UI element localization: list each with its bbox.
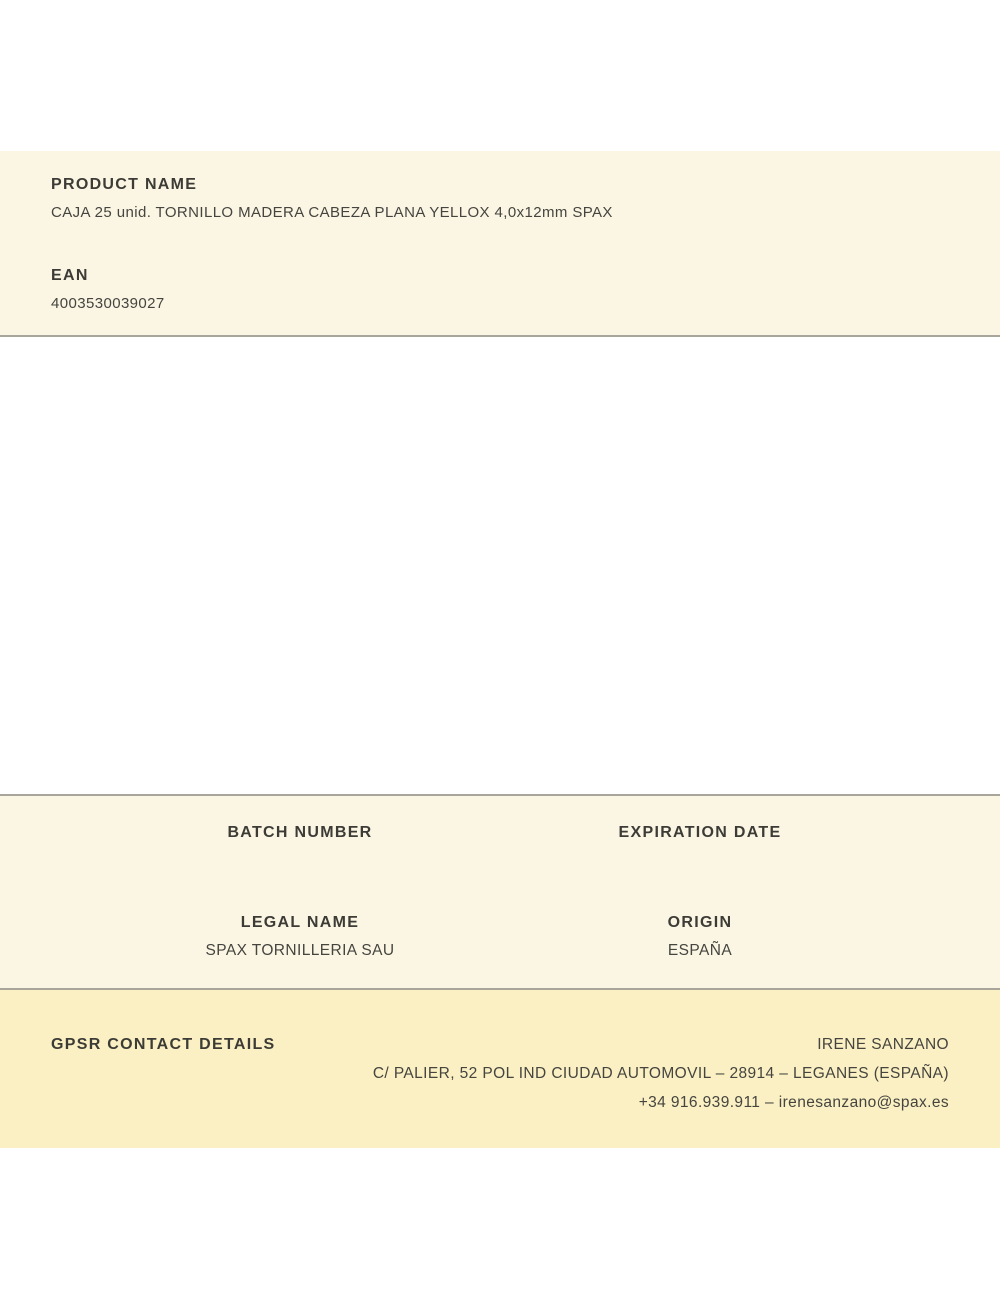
contact-address: C/ PALIER, 52 POL IND CIUDAD AUTOMOVIL – 28914 – LEGANES (ESPAÑA)	[372, 1065, 949, 1082]
expiration-date-label: EXPIRATION DATE	[618, 824, 782, 841]
product-name-value: CAJA 25 unid. TORNILLO MADERA CABEZA PLANA YELLOX 4,0x12mm SPAX	[51, 204, 613, 221]
legal-name-value: SPAX TORNILLERIA SAU	[205, 942, 395, 959]
product-name-label: PRODUCT NAME	[51, 176, 198, 193]
gpsr-contact-section	[0, 990, 1000, 1148]
product-section	[0, 151, 1000, 337]
origin-label: ORIGIN	[667, 914, 733, 931]
expiration-date-field	[500, 824, 900, 870]
batch-number-value	[100, 852, 500, 870]
origin-field	[500, 914, 900, 960]
details-grid	[100, 824, 900, 960]
expiration-date-value	[500, 852, 900, 870]
origin-value: ESPAÑA	[667, 942, 733, 959]
batch-number-field	[100, 824, 500, 870]
contact-phone-email: +34 916.939.911 – irenesanzano@spax.es	[638, 1094, 949, 1111]
batch-number-label: BATCH NUMBER	[227, 824, 373, 841]
product-name-field	[51, 176, 950, 222]
ean-field	[51, 267, 950, 313]
legal-name-label: LEGAL NAME	[240, 914, 360, 931]
ean-label: EAN	[51, 267, 89, 284]
contact-person-name: IRENE SANZANO	[817, 1036, 949, 1053]
gpsr-contact-label: GPSR CONTACT DETAILS	[51, 1036, 276, 1053]
legal-name-field	[100, 914, 500, 960]
details-section	[0, 794, 1000, 990]
gpsr-contact-header-row	[51, 1030, 949, 1059]
ean-value: 4003530039027	[51, 295, 165, 312]
